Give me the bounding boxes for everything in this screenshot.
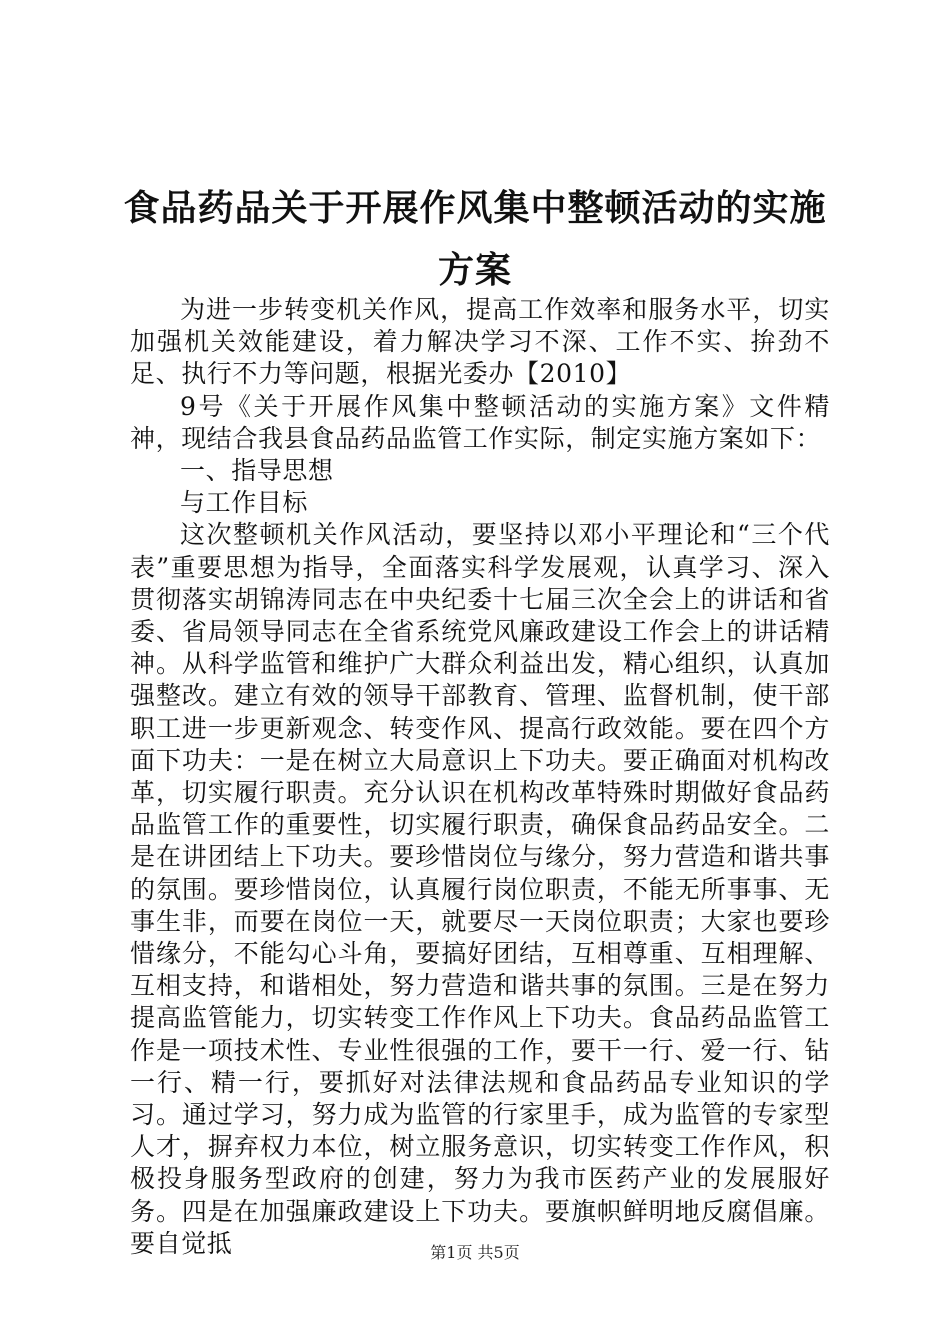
section-heading-1-cont: 与工作目标 [180, 488, 309, 518]
document-body [130, 294, 830, 1260]
paragraph-intro: 为进一步转变机关作风，提高工作效率和服务水平，切实加强机关效能建设，着力解决学习不深、工作不实、拚劲不足、执行不力等问题，根据光委办【2010】 [130, 295, 830, 389]
document-title: 食品药品关于开展作风集中整顿活动的实施方案 [123, 188, 827, 291]
section-heading-1: 一、指导思想 [180, 456, 334, 486]
paragraph-guiding-thought: 这次整顿机关作风活动，要坚持以邓小平理论和“三个代表”重要思想为指导，全面落实科学发展观，认真学习、深入贯彻落实胡锦涛同志在中央纪委十七届三次全会上的讲话和省委、省局领导同志在全省系统党风廉政建设工作会上的讲话精神。从科学监管和维护广大群众利益出发，精心组织，认真加强整改。建立有效的领导干部教育、管理、监督机制，使干部职工进一步更新观念、转变作风、提高行政效能。要在四个方面下功夫：一是在树立大局意识上下功夫。要正确面对机构改革，切实履行职责。充分认识在机构改革特殊时期做好食品药品监管工作的重要性，切实履行职责，确保食品药品安全。二是在讲团结上下功夫。要珍惜岗位与缘分，努力营造和谐共事的氛围。要珍惜岗位，认真履行岗位职责，不能无所事事、无事生非，而要在岗位一天，就要尽一天岗位职责；大家也要珍惜缘分，不能勾心斗角，要搞好团结，互相尊重、互相理解、互相支持，和谐相处，努力营造和谐共事的氛围。三是在努力提高监管能力，切实转变工作作风上下功夫。食品药品监管工作是一项技术性、专业性很强的工作，要干一行、爱一行、钻一行、精一行，要抓好对法律法规和食品药品专业知识的学习。通过学习，努力成为监管的行家里手，成为监管的专家型人才，摒弃权力本位，树立服务意识，切实转变工作作风，积极投身服务型政府的创建，努力为我市医药产业的发展服好务。四是在加强廉政建设上下功夫。要旗帜鲜明地反腐倡廉。要自觉抵 [130, 520, 830, 1258]
page-number-footer: 第1页 共5页 [430, 1243, 520, 1262]
paragraph-basis: 9号《关于开展作风集中整顿活动的实施方案》文件精神，现结合我县食品药品监管工作实际，制定实施方案如下： [130, 391, 830, 453]
